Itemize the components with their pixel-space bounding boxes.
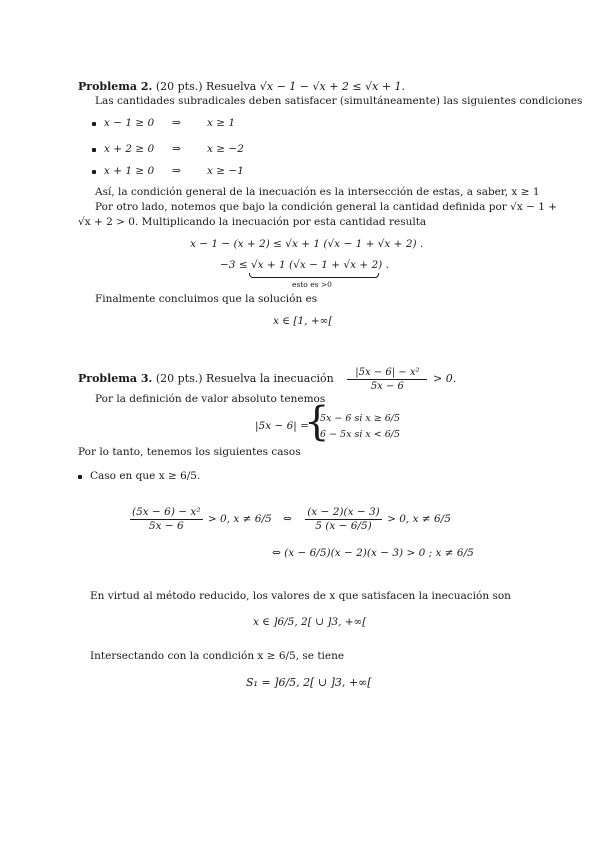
virtud-statement: En virtud al método reducido, los valores de x que satisfacen la inecuación son (90, 590, 511, 602)
problem-2-title: Problema 2. (78, 80, 153, 93)
problem-2-intro: Las cantidades subradicales deben satisfacer (simultáneamente) las siguientes condiciones (95, 95, 583, 107)
case-fraction-1-num: (5x − 6) − x² (132, 505, 201, 518)
solution-set-1: x ∈ ]6/5, 2[ ∪ ]3, +∞[ (253, 616, 367, 628)
therefore-cases: Por lo tanto, tenemos los siguientes casos (78, 446, 301, 458)
bullet-marker (92, 148, 96, 152)
condition-3: x + 1 ≥ 0 (104, 165, 155, 177)
problem-3-verb: Resuelva la inecuación (206, 372, 334, 385)
general-condition: Así, la condición general de la inecuación es la intersección de estas, a saber, x ≥ 1 (95, 186, 540, 198)
problem-3-points: (20 pts.) (155, 372, 203, 385)
other-side-line-1: Por otro lado, notemos que bajo la condición general la cantidad definida por √x − 1 + (95, 201, 558, 213)
case-fraction-2-den: 5 (x − 6/5) (315, 519, 372, 532)
problem-3-numerator: |5x − 6| − x² (347, 366, 427, 380)
case-fraction-2 (305, 506, 382, 533)
condition-3-arrow: ⇒ (172, 165, 181, 177)
abs-case-1: 5x − 6 si x ≥ 6/5 (320, 413, 401, 424)
condition-1: x − 1 ≥ 0 (104, 117, 155, 129)
iff-arrow: ⇔ (283, 513, 292, 525)
abs-lhs: |5x − 6| = (255, 420, 309, 432)
condition-2: x + 2 ≥ 0 (104, 143, 155, 155)
underbrace (249, 273, 379, 278)
abs-case-2: 6 − 5x si x < 6/5 (320, 429, 401, 440)
bullet-marker (92, 122, 96, 126)
condition-1-result: x ≥ 1 (207, 117, 236, 129)
condition-2-result: x ≥ −2 (207, 143, 244, 155)
problem-3-fraction (347, 366, 427, 393)
equation-1: x − 1 − (x + 2) ≤ √x + 1 (√x − 1 + √x + 2) . (190, 238, 424, 250)
equation-2: −3 ≤ √x + 1 (√x − 1 + √x + 2) . (220, 259, 389, 271)
problem-3-relation: > 0. (432, 372, 457, 385)
problem-2-points: (20 pts.) (155, 80, 203, 93)
intersect-statement: Intersectando con la condición x ≥ 6/5, se tiene (90, 650, 345, 662)
bullet-marker (92, 170, 96, 174)
case-relation-1: > 0, x ≠ 6/5 (207, 513, 272, 525)
bullet-marker (78, 475, 82, 479)
case-fraction-2-num: (x − 2)(x − 3) (307, 505, 380, 518)
solution-p2: x ∈ [1, +∞[ (273, 315, 333, 327)
condition-1-arrow: ⇒ (172, 117, 181, 129)
case-equation-1 (128, 505, 451, 533)
case-relation-2: > 0, x ≠ 6/5 (387, 513, 451, 525)
problem-2-inequality: √x − 1 − √x + 2 ≤ √x + 1. (259, 80, 406, 93)
case-equation-2: ⇔ (x − 6/5)(x − 2)(x − 3) > 0 ; x ≠ 6/5 (272, 547, 474, 559)
condition-3-result: x ≥ −1 (207, 165, 244, 177)
case-label: Caso en que x ≥ 6/5. (90, 470, 201, 482)
other-side-line-2: √x + 2 > 0. Multiplicando la inecuación por esta cantidad resulta (78, 216, 427, 228)
abs-definition-intro: Por la definición de valor absoluto tenemos (95, 393, 326, 405)
solution-s1: S₁ = ]6/5, 2[ ∪ ]3, +∞[ (246, 676, 372, 689)
problem-3-denominator: 5x − 6 (370, 380, 404, 392)
brace-note: esto es >0 (292, 280, 332, 289)
problem-2-header (78, 80, 405, 93)
final-statement: Finalmente concluimos que la solución es (95, 293, 318, 305)
problem-2-verb: Resuelva (206, 80, 257, 93)
case-fraction-1 (130, 506, 203, 533)
left-brace: { (304, 399, 330, 445)
condition-2-arrow: ⇒ (172, 143, 181, 155)
case-fraction-1-den: 5x − 6 (148, 519, 184, 532)
problem-3-header (78, 364, 456, 394)
problem-3-title: Problema 3. (78, 372, 153, 385)
